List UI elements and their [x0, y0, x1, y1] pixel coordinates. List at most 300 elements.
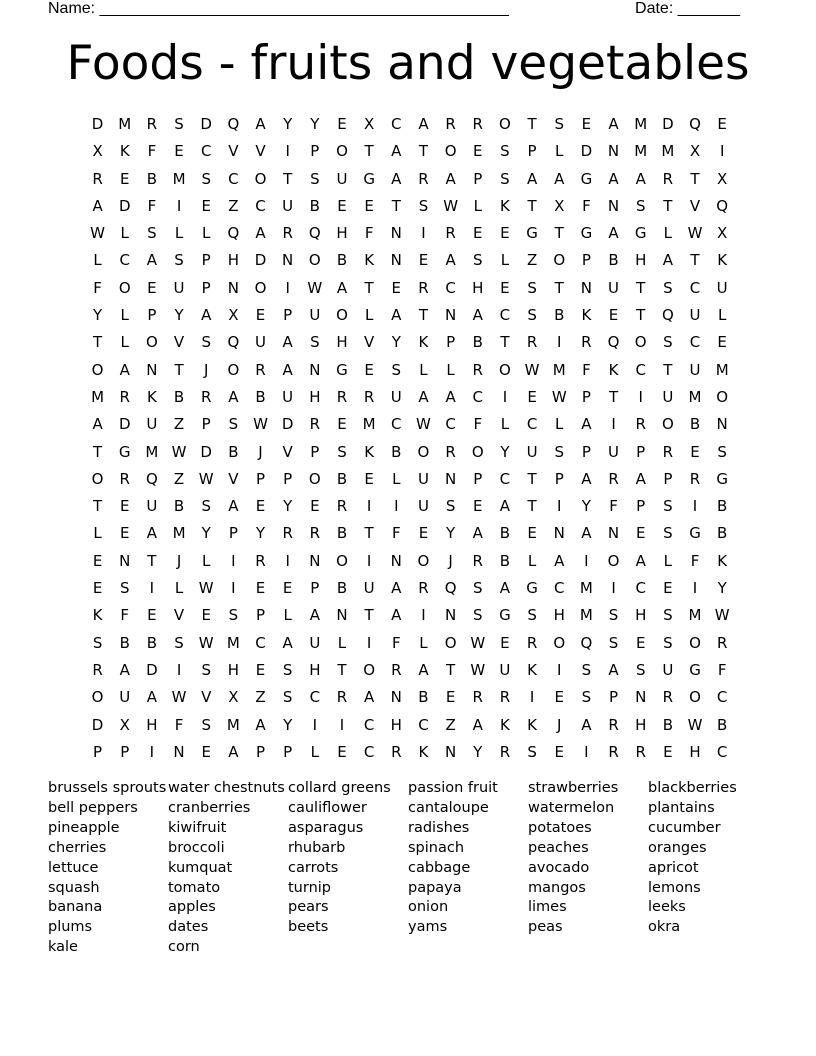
- grid-letter: I: [149, 742, 155, 761]
- grid-letter: L: [120, 333, 129, 352]
- grid-letter: H: [336, 224, 348, 243]
- grid-letter: U: [417, 497, 429, 516]
- grid-letter: T: [554, 278, 564, 297]
- grid-row: [84, 550, 736, 577]
- grid-letter: A: [499, 497, 511, 516]
- letter-grid: [84, 113, 736, 768]
- grid-letter: T: [92, 442, 103, 461]
- word-item: peas: [528, 919, 563, 936]
- grid-row: [84, 222, 736, 249]
- grid-letter: R: [309, 524, 321, 543]
- grid-letter: R: [716, 633, 728, 652]
- grid-letter: Q: [145, 469, 158, 488]
- grid-letter: G: [336, 360, 348, 379]
- grid-letter: T: [364, 142, 374, 161]
- grid-letter: X: [92, 142, 103, 161]
- grid-letter: E: [527, 387, 537, 406]
- grid-letter: A: [255, 115, 266, 133]
- grid-letter: H: [227, 660, 239, 679]
- grid-letter: A: [418, 660, 429, 679]
- grid-letter: P: [446, 333, 456, 352]
- grid-letter: P: [201, 278, 211, 297]
- grid-letter: D: [91, 115, 104, 133]
- word-item: collard greens: [288, 780, 391, 796]
- grid-letter: C: [689, 278, 701, 297]
- grid-letter: O: [91, 469, 104, 488]
- grid-letter: Q: [716, 196, 729, 215]
- grid-letter: A: [418, 115, 429, 133]
- grid-letter: P: [255, 606, 266, 625]
- grid-letter: C: [526, 415, 538, 434]
- grid-letter: M: [226, 633, 240, 652]
- grid-letter: H: [635, 251, 647, 270]
- grid-letter: A: [635, 169, 646, 188]
- grid-letter: R: [445, 224, 456, 243]
- grid-letter: D: [281, 415, 294, 434]
- grid-letter: K: [717, 251, 728, 270]
- grid-letter: A: [445, 251, 456, 270]
- grid-letter: S: [663, 497, 673, 516]
- grid-letter: X: [119, 715, 130, 734]
- grid-letter: M: [362, 415, 376, 434]
- grid-letter: H: [146, 715, 158, 734]
- grid-letter: N: [444, 306, 457, 325]
- grid-letter: Q: [661, 306, 674, 325]
- grid-letter: N: [444, 606, 457, 625]
- grid-letter: M: [634, 115, 648, 133]
- grid-letter: R: [282, 524, 293, 543]
- grid-letter: Z: [173, 469, 185, 488]
- grid-letter: E: [147, 278, 157, 297]
- grid-letter: P: [201, 251, 211, 270]
- word-column: [408, 779, 528, 958]
- grid-letter: N: [635, 688, 647, 707]
- grid-letter: T: [500, 333, 510, 352]
- grid-letter: F: [690, 551, 700, 570]
- grid-letter: R: [92, 169, 103, 188]
- word-item: pineapple: [48, 819, 120, 836]
- header: [48, 0, 740, 20]
- grid-letter: I: [366, 633, 372, 652]
- grid-letter: O: [499, 115, 511, 133]
- grid-letter: T: [663, 196, 673, 215]
- grid-letter: A: [391, 169, 402, 188]
- grid-letter: I: [611, 579, 616, 598]
- grid-letter: P: [310, 142, 320, 161]
- grid-letter: U: [309, 306, 321, 325]
- word-item: corn: [168, 939, 200, 956]
- grid-letter: V: [228, 469, 239, 488]
- grid-letter: O: [145, 333, 158, 352]
- grid-letter: S: [663, 606, 673, 625]
- grid-letter: E: [255, 660, 266, 679]
- grid-letter: E: [92, 579, 103, 598]
- grid-letter: O: [444, 142, 457, 161]
- grid-letter: G: [689, 524, 701, 543]
- grid-letter: G: [499, 606, 511, 625]
- grid-letter: V: [255, 142, 266, 161]
- grid-row: [84, 359, 736, 386]
- grid-row: [84, 686, 736, 713]
- grid-letter: E: [500, 278, 510, 297]
- grid-letter: H: [309, 660, 321, 679]
- grid-row: [84, 468, 736, 495]
- grid-letter: Y: [283, 715, 293, 734]
- grid-letter: L: [419, 633, 428, 652]
- grid-letter: A: [92, 415, 103, 434]
- grid-letter: A: [635, 469, 646, 488]
- grid-letter: N: [336, 606, 348, 625]
- grid-letter: E: [310, 497, 320, 516]
- grid-letter: T: [690, 169, 700, 188]
- grid-letter: G: [580, 169, 593, 188]
- grid-letter: M: [634, 142, 648, 161]
- grid-row: [84, 495, 736, 522]
- grid-letter: R: [391, 660, 402, 679]
- grid-letter: O: [607, 551, 620, 570]
- grid-letter: O: [363, 660, 376, 679]
- word-item: passion fruit: [408, 780, 498, 796]
- grid-letter: Y: [310, 115, 320, 133]
- grid-letter: B: [662, 715, 673, 734]
- word-item: squash: [48, 879, 100, 896]
- date-line: Date: _______: [635, 0, 740, 17]
- grid-letter: F: [391, 633, 401, 652]
- grid-letter: I: [176, 196, 182, 215]
- grid-letter: F: [609, 497, 618, 516]
- grid-letter: C: [255, 196, 266, 215]
- grid-letter: K: [581, 306, 592, 325]
- grid-letter: P: [581, 387, 591, 406]
- grid-letter: E: [500, 633, 510, 652]
- grid-letter: A: [391, 579, 402, 598]
- grid-letter: R: [635, 415, 646, 434]
- grid-letter: D: [254, 251, 267, 270]
- grid-letter: F: [120, 606, 130, 625]
- grid-letter: S: [663, 278, 673, 297]
- grid-letter: Y: [283, 115, 293, 133]
- grid-letter: B: [391, 442, 402, 461]
- grid-letter: R: [581, 333, 592, 352]
- grid-letter: O: [336, 142, 348, 161]
- grid-letter: E: [255, 497, 266, 516]
- grid-letter: L: [663, 224, 673, 243]
- grid-letter: B: [336, 524, 348, 543]
- grid-letter: L: [473, 196, 482, 215]
- grid-letter: A: [472, 715, 483, 734]
- grid-letter: Y: [92, 306, 103, 325]
- grid-letter: R: [200, 387, 212, 406]
- grid-letter: L: [120, 306, 129, 325]
- grid-letter: O: [227, 360, 240, 379]
- grid-letter: P: [609, 688, 619, 707]
- grid-letter: T: [391, 196, 401, 215]
- grid-letter: P: [255, 469, 266, 488]
- grid-letter: R: [363, 387, 375, 406]
- grid-letter: Y: [283, 497, 293, 516]
- grid-letter: G: [689, 660, 701, 679]
- grid-letter: N: [607, 196, 620, 215]
- word-item: kumquat: [168, 859, 233, 876]
- grid-letter: K: [500, 196, 510, 215]
- grid-letter: A: [391, 306, 402, 325]
- grid-letter: K: [527, 715, 537, 734]
- grid-letter: L: [500, 251, 510, 270]
- grid-letter: T: [147, 551, 157, 570]
- word-item: brussels sprouts: [48, 780, 167, 796]
- grid-row: [84, 413, 736, 440]
- word-item: cabbage: [408, 859, 471, 876]
- grid-letter: P: [473, 469, 483, 488]
- grid-letter: P: [120, 742, 130, 761]
- grid-letter: N: [119, 551, 131, 570]
- grid-letter: O: [308, 251, 321, 270]
- grid-letter: Z: [255, 688, 266, 707]
- grid-letter: A: [608, 169, 619, 188]
- grid-letter: A: [391, 606, 402, 625]
- grid-letter: I: [366, 551, 372, 570]
- word-item: carrots: [288, 859, 339, 876]
- grid-letter: T: [364, 606, 374, 625]
- grid-letter: H: [336, 333, 348, 352]
- grid-letter: Y: [174, 306, 184, 325]
- grid-letter: P: [636, 497, 646, 516]
- word-item: apples: [168, 899, 216, 916]
- grid-letter: I: [557, 497, 562, 516]
- grid-letter: N: [173, 742, 185, 761]
- grid-letter: K: [717, 551, 728, 570]
- grid-letter: U: [255, 333, 266, 352]
- grid-letter: X: [554, 196, 565, 215]
- grid-letter: S: [201, 497, 211, 516]
- grid-letter: I: [557, 333, 562, 352]
- grid-letter: W: [307, 278, 323, 297]
- word-item: cauliflower: [288, 799, 367, 816]
- grid-letter: A: [146, 251, 158, 270]
- grid-letter: A: [255, 715, 266, 734]
- grid-letter: L: [500, 415, 510, 434]
- grid-letter: B: [554, 306, 565, 325]
- grid-letter: N: [309, 360, 321, 379]
- grid-letter: B: [336, 251, 348, 270]
- grid-letter: U: [608, 278, 620, 297]
- grid-letter: O: [716, 387, 729, 406]
- grid-letter: C: [255, 633, 266, 652]
- grid-letter: S: [147, 224, 157, 243]
- grid-letter: M: [715, 360, 729, 379]
- grid-letter: B: [336, 579, 348, 598]
- word-item: banana: [48, 899, 103, 916]
- grid-letter: J: [176, 551, 182, 570]
- grid-letter: S: [473, 579, 483, 598]
- grid-letter: P: [636, 442, 646, 461]
- grid-row: [84, 659, 736, 686]
- grid-letter: Q: [607, 333, 620, 352]
- grid-letter: E: [119, 497, 130, 516]
- grid-letter: B: [499, 524, 511, 543]
- grid-letter: H: [309, 387, 321, 406]
- grid-letter: P: [255, 742, 266, 761]
- grid-letter: U: [417, 469, 429, 488]
- grid-letter: E: [364, 360, 374, 379]
- grid-letter: I: [149, 579, 155, 598]
- grid-letter: P: [283, 742, 293, 761]
- grid-letter: O: [417, 551, 430, 570]
- grid-row: [84, 195, 736, 222]
- grid-row: [84, 632, 736, 659]
- grid-letter: C: [363, 715, 375, 734]
- grid-letter: F: [147, 142, 157, 161]
- grid-letter: W: [714, 606, 730, 625]
- grid-letter: L: [555, 415, 564, 434]
- grid-letter: M: [226, 715, 240, 734]
- word-item: mangos: [528, 879, 586, 896]
- grid-letter: R: [472, 115, 483, 133]
- grid-letter: B: [717, 497, 728, 516]
- grid-letter: G: [580, 224, 593, 243]
- grid-letter: C: [228, 169, 239, 188]
- grid-letter: Z: [228, 196, 239, 215]
- grid-letter: O: [553, 633, 566, 652]
- grid-letter: O: [336, 306, 348, 325]
- grid-letter: Y: [446, 524, 456, 543]
- grid-letter: W: [443, 196, 459, 215]
- grid-letter: T: [636, 278, 646, 297]
- word-column: [528, 779, 648, 958]
- grid-letter: S: [174, 251, 184, 270]
- grid-letter: A: [255, 224, 266, 243]
- grid-letter: O: [499, 360, 511, 379]
- grid-letter: S: [500, 169, 510, 188]
- grid-letter: L: [555, 142, 564, 161]
- grid-letter: P: [554, 469, 564, 488]
- grid-letter: R: [499, 742, 511, 761]
- grid-letter: T: [283, 169, 293, 188]
- grid-letter: S: [201, 169, 211, 188]
- grid-letter: M: [91, 387, 105, 406]
- grid-letter: A: [309, 606, 320, 625]
- grid-letter: T: [174, 360, 184, 379]
- grid-letter: S: [201, 333, 211, 352]
- grid-letter: Y: [201, 524, 211, 543]
- grid-letter: A: [499, 579, 511, 598]
- grid-letter: E: [337, 196, 347, 215]
- grid-letter: U: [119, 688, 131, 707]
- grid-letter: E: [255, 306, 266, 325]
- grid-letter: S: [581, 688, 592, 707]
- grid-letter: S: [635, 196, 646, 215]
- grid-letter: A: [554, 551, 565, 570]
- grid-letter: X: [228, 688, 239, 707]
- grid-letter: W: [198, 579, 214, 598]
- grid-letter: A: [445, 387, 456, 406]
- word-item: blackberries: [648, 780, 737, 796]
- grid-letter: E: [337, 742, 347, 761]
- grid-letter: R: [689, 469, 701, 488]
- grid-letter: W: [687, 715, 703, 734]
- grid-letter: C: [119, 251, 130, 270]
- grid-letter: C: [553, 579, 565, 598]
- word-column: [48, 779, 168, 958]
- grid-letter: S: [310, 333, 320, 352]
- word-item: pears: [288, 899, 329, 916]
- grid-letter: E: [201, 196, 211, 215]
- grid-letter: O: [254, 278, 267, 297]
- grid-letter: P: [581, 442, 591, 461]
- grid-letter: E: [255, 579, 266, 598]
- grid-letter: U: [608, 442, 620, 461]
- grid-letter: I: [638, 387, 643, 406]
- grid-letter: E: [717, 333, 727, 352]
- word-item: water chestnuts: [168, 780, 285, 796]
- grid-letter: D: [91, 715, 104, 734]
- grid-letter: B: [472, 333, 483, 352]
- grid-letter: T: [418, 306, 429, 325]
- grid-letter: N: [444, 742, 457, 761]
- grid-letter: Q: [308, 224, 321, 243]
- grid-letter: J: [557, 715, 562, 734]
- grid-letter: R: [472, 688, 483, 707]
- grid-letter: K: [364, 442, 375, 461]
- grid-letter: S: [608, 606, 619, 625]
- grid-letter: L: [174, 224, 184, 243]
- grid-letter: I: [285, 551, 290, 570]
- grid-letter: N: [227, 278, 239, 297]
- grid-letter: C: [445, 278, 456, 297]
- grid-letter: T: [636, 306, 646, 325]
- grid-letter: W: [198, 633, 214, 652]
- grid-letter: A: [662, 251, 673, 270]
- grid-letter: S: [92, 633, 103, 652]
- grid-letter: C: [418, 715, 429, 734]
- grid-letter: E: [391, 278, 402, 297]
- grid-letter: S: [174, 115, 184, 133]
- grid-letter: E: [473, 224, 483, 243]
- grid-letter: U: [689, 360, 701, 379]
- word-item: plums: [48, 919, 93, 936]
- grid-row: [84, 441, 736, 468]
- grid-letter: I: [584, 742, 589, 761]
- grid-letter: P: [663, 469, 673, 488]
- grid-letter: S: [635, 660, 646, 679]
- grid-letter: X: [364, 115, 375, 133]
- grid-letter: E: [473, 142, 483, 161]
- grid-letter: S: [527, 306, 537, 325]
- grid-letter: Q: [227, 333, 240, 352]
- grid-letter: M: [172, 169, 186, 188]
- grid-letter: O: [661, 415, 674, 434]
- grid-letter: N: [716, 415, 728, 434]
- grid-letter: J: [258, 442, 263, 461]
- grid-letter: V: [689, 196, 701, 215]
- word-item: oranges: [648, 839, 707, 856]
- grid-letter: A: [581, 715, 592, 734]
- grid-letter: S: [527, 278, 537, 297]
- grid-letter: H: [472, 278, 484, 297]
- grid-letter: S: [554, 442, 564, 461]
- grid-letter: I: [312, 715, 318, 734]
- grid-letter: X: [689, 142, 701, 161]
- grid-letter: N: [607, 142, 620, 161]
- word-item: potatoes: [528, 819, 592, 836]
- grid-letter: H: [227, 251, 239, 270]
- grid-letter: W: [90, 224, 105, 243]
- grid-letter: E: [418, 251, 429, 270]
- grid-letter: O: [689, 688, 701, 707]
- grid-letter: L: [446, 360, 455, 379]
- grid-letter: Q: [227, 224, 240, 243]
- grid-letter: A: [146, 688, 158, 707]
